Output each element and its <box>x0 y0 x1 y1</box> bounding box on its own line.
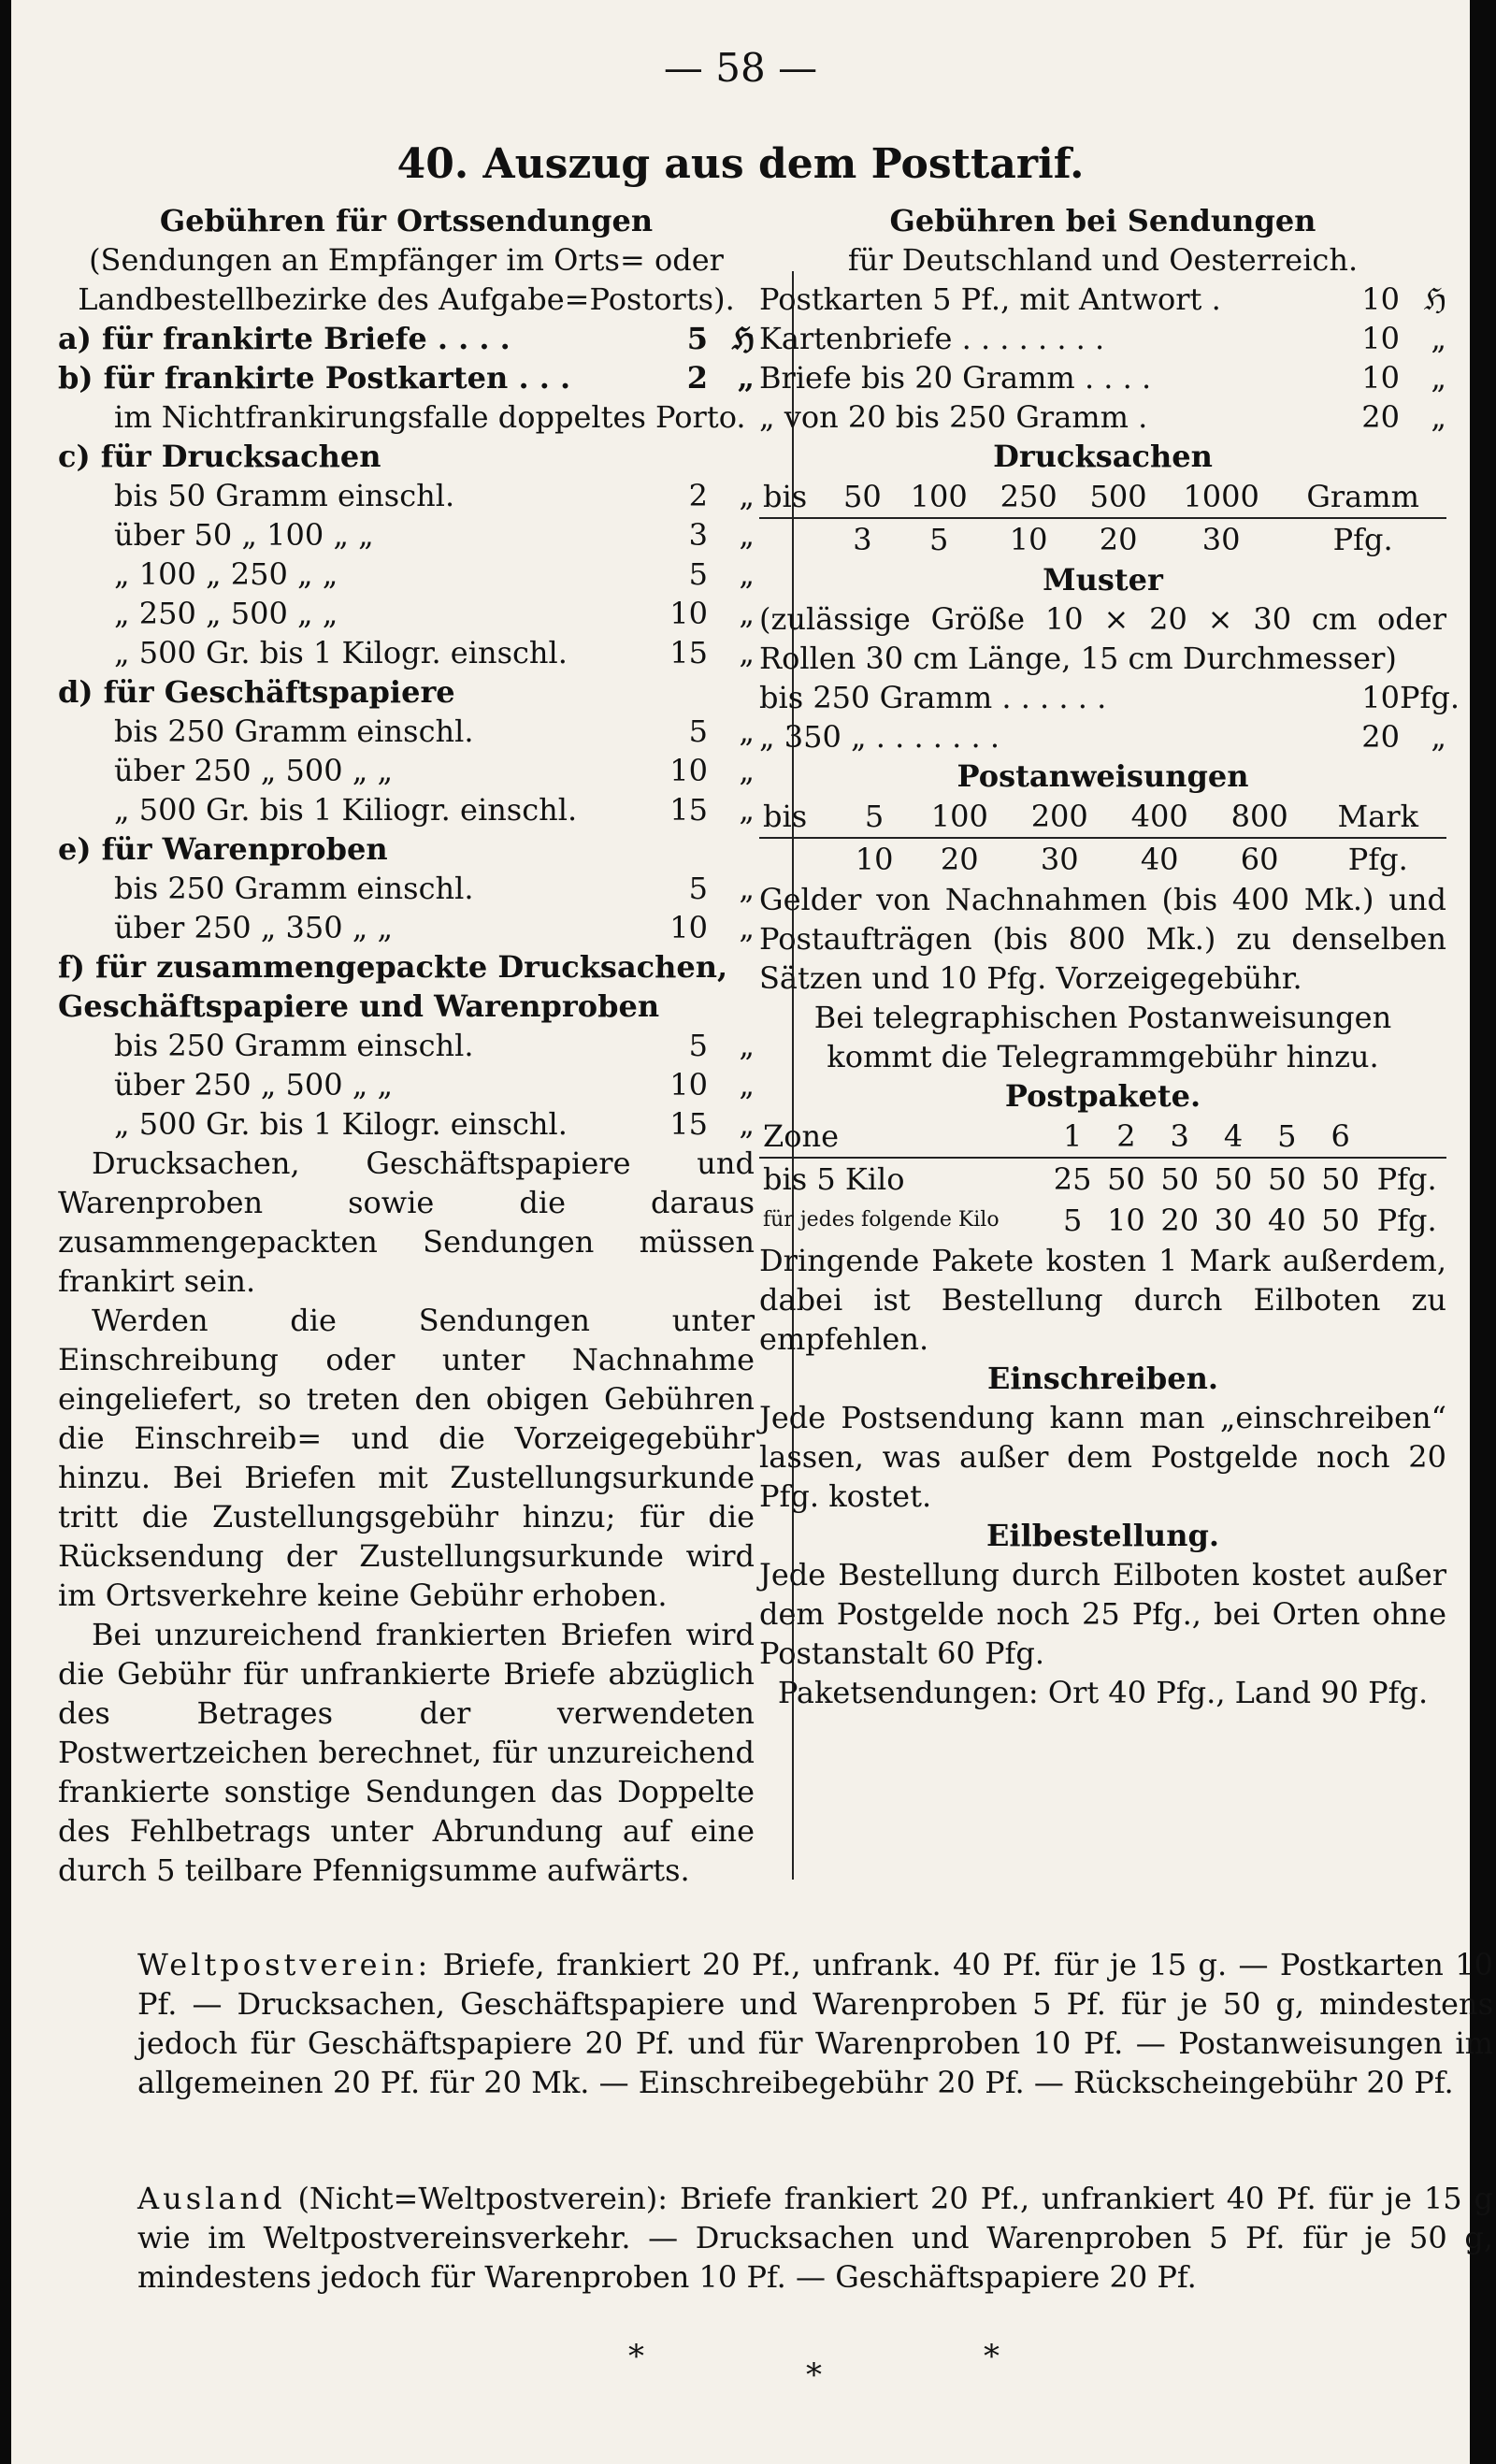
table-cell: bis 5 Kilo <box>763 1161 905 1197</box>
rate-unit: „ <box>739 910 755 945</box>
rate-label: Briefe bis 20 Gramm . . . . <box>759 360 1152 396</box>
table-cell: 5 <box>1062 1203 1083 1238</box>
table-cell: 10 <box>855 842 894 877</box>
section-heading-c: c) für Drucksachen <box>58 439 381 474</box>
rate-unit: „ <box>1431 719 1446 755</box>
rate-unit: „ <box>739 478 755 513</box>
rate-list-e <box>58 869 755 947</box>
rate-row <box>759 678 1460 717</box>
rate-price: 5 <box>688 713 708 749</box>
table-cell: 3 <box>853 522 872 557</box>
table-cell: 50 <box>1107 1161 1145 1197</box>
rate-label: über 250 „ 350 „ „ <box>114 910 394 945</box>
rate-label: „ 350 „ . . . . . . . <box>759 719 1000 755</box>
rate-unit: „ <box>1431 360 1446 396</box>
rate-price: 10 <box>669 753 708 788</box>
table-cell: 25 <box>1053 1161 1092 1197</box>
table-cell: 40 <box>1140 842 1179 877</box>
postpakete-note: Dringende Pakete kosten 1 Mark außerdem, dabei ist Bestellung durch Eilboten zu empfehlen. <box>759 1243 1446 1357</box>
rate-price: 15 <box>669 635 708 670</box>
rate-row <box>759 397 1446 437</box>
table-cell: 50 <box>1214 1161 1253 1197</box>
table-cell <box>1367 1116 1446 1158</box>
rate-unit: ℌ <box>731 321 755 356</box>
table-cell: 20 <box>1099 522 1138 557</box>
rate-label: „ von 20 bis 250 Gramm . <box>759 399 1148 435</box>
table-cell: 50 <box>1160 1161 1200 1197</box>
table-cell: 50 <box>1267 1161 1306 1197</box>
rate-row-b <box>58 358 755 397</box>
rate-label: bis 250 Gramm . . . . . . <box>759 680 1107 715</box>
table-cell: 2 <box>1100 1116 1153 1158</box>
rate-row <box>58 1026 755 1065</box>
paragraph: Bei unzureichend frankierten Briefen wird die Gebühr für unfrankierte Briefe abzüglich des Betrages der verwendeten Postwertzeichen berechnet, für unzureichend frankierte sonstige Sendungen das Doppelte des Fehlbetrags unter Abrundung auf eine durch 5 teilbare Pfennigsumme aufwärts. <box>58 1617 755 1888</box>
star: * <box>628 2338 644 2375</box>
rate-label: Kartenbriefe . . . . . . . . <box>759 321 1105 356</box>
rate-row <box>759 319 1446 358</box>
postanweisungen-note-telegraph: Bei telegraphischen Postanweisungen kommt die Telegrammgebühr hinzu. <box>813 1000 1392 1074</box>
table-cell: 50 <box>831 476 895 518</box>
table-cell: 1000 <box>1163 476 1279 518</box>
rate-list-main <box>759 280 1446 437</box>
paragraph: Drucksachen, Geschäftspapiere und Warenproben sowie die daraus zusammengepackten Sendungen müssen frankirt sein. <box>58 1146 755 1299</box>
table-cell: 500 <box>1073 476 1163 518</box>
table-row <box>759 1158 1446 1200</box>
right-heading: Gebühren bei Sendungen <box>889 203 1316 238</box>
table-row <box>759 838 1446 880</box>
table-cell: 5 <box>839 796 909 838</box>
rate-label: bis 250 Gramm einschl. <box>114 713 474 749</box>
muster-note: (zulässige Größe 10 × 20 × 30 cm oder Rollen 30 cm Länge, 15 cm Durchmesser) <box>759 601 1446 676</box>
table-cell: bis <box>759 476 831 518</box>
table-cell: 30 <box>1201 522 1241 557</box>
table-cell <box>759 518 831 560</box>
section-heading-postanweisungen: Postanweisungen <box>957 758 1249 794</box>
section-heading-e: e) für Warenproben <box>58 831 388 867</box>
rate-label: a) für frankirte Briefe . . . . <box>58 321 511 356</box>
rate-price: 5 <box>688 1028 708 1063</box>
table-cell: Pfg. <box>1376 1203 1437 1238</box>
rate-price: 20 <box>1361 719 1400 755</box>
rate-list-d <box>58 712 755 829</box>
table-cell: 400 <box>1110 796 1210 838</box>
rate-row-a <box>58 319 755 358</box>
rate-label: „ 500 Gr. bis 1 Kiliogr. einschl. <box>114 792 578 828</box>
rate-price: 5 <box>688 871 708 906</box>
rate-row <box>58 1104 755 1144</box>
table-cell: 4 <box>1206 1116 1259 1158</box>
section-heading-eilbestellung: Eilbestellung. <box>986 1518 1219 1553</box>
rate-row <box>58 790 755 829</box>
rate-price: 15 <box>669 1106 708 1142</box>
table-cell: 40 <box>1267 1203 1306 1238</box>
rate-row <box>58 1065 755 1104</box>
table-cell: 20 <box>940 842 979 877</box>
section-heading-muster: Muster <box>1043 562 1163 598</box>
star: * <box>984 2338 1000 2375</box>
table-cell: Pfg. <box>1376 1161 1437 1197</box>
table-cell: 60 <box>1240 842 1279 877</box>
rate-unit: „ <box>739 556 755 592</box>
rate-label: bis 250 Gramm einschl. <box>114 1028 474 1063</box>
rate-unit: „ <box>739 792 755 828</box>
table-header-row <box>759 476 1446 518</box>
rate-unit: ℌ <box>1423 281 1446 317</box>
table-cell: 5 <box>929 522 949 557</box>
rate-unit: „ <box>739 713 755 749</box>
rate-list-muster <box>759 678 1460 756</box>
ausland-text: (Nicht=Weltpostverein): Briefe frankiert 20 Pf., unfrankiert 40 Pf. für je 15 g wie im Weltpostvereinsverkehr. — Drucksachen und Warenproben 5 Pf. für je 50 g, mindestens jedoch für Warenproben 10 Pf. — Geschäftspapiere 20 Pf. <box>137 2181 1494 2295</box>
rate-row <box>58 908 755 947</box>
rate-unit: „ <box>739 517 755 553</box>
section-heading-postpakete: Postpakete. <box>1004 1078 1201 1114</box>
paketsendungen-text: Paketsendungen: Ort 40 Pfg., Land 90 Pfg. <box>777 1675 1429 1710</box>
ausland-section <box>137 2179 1493 2297</box>
table-cell: 30 <box>1040 842 1079 877</box>
section-heading-f: f) für zusammengepackte Drucksachen, Geschäftspapiere und Warenproben <box>58 949 728 1024</box>
rate-row <box>58 869 755 908</box>
rate-unit: „ <box>1431 399 1446 435</box>
table-cell: 10 <box>1009 522 1048 557</box>
rate-unit: „ <box>1431 321 1446 356</box>
drucksachen-table <box>759 476 1446 560</box>
section-heading-einschreiben: Einschreiben. <box>986 1361 1219 1396</box>
table-cell: 50 <box>1321 1161 1359 1197</box>
rate-row <box>58 555 755 594</box>
page-number: — 58 — <box>663 45 818 91</box>
table-cell: 100 <box>894 476 984 518</box>
rate-row <box>58 515 755 555</box>
rate-label: über 250 „ 500 „ „ <box>114 753 394 788</box>
rate-label: „ 100 „ 250 „ „ <box>114 556 338 592</box>
rate-unit: „ <box>737 360 755 396</box>
rate-unit: „ <box>739 635 755 670</box>
left-intro: (Sendungen an Empfänger im Orts= oder Landbestellbezirke des Aufgabe=Postorts). <box>78 242 735 317</box>
table-header-row <box>759 796 1446 838</box>
table-cell: 250 <box>984 476 1073 518</box>
table-cell: 30 <box>1214 1203 1253 1238</box>
table-cell: 3 <box>1153 1116 1206 1158</box>
rate-unit: „ <box>739 1067 755 1102</box>
right-subheading: für Deutschland und Oesterreich. <box>847 242 1359 278</box>
rate-price: 10 <box>669 1067 708 1102</box>
rate-price: 10 <box>1361 680 1400 715</box>
rate-unit: „ <box>739 596 755 631</box>
rate-price: 20 <box>1361 399 1400 435</box>
rate-unit: Pfg. <box>1400 680 1460 715</box>
table-cell: für jedes folgende Kilo <box>763 1208 1000 1232</box>
rate-price: 10 <box>1361 281 1400 317</box>
rate-price: 2 <box>688 478 708 513</box>
table-cell: Pfg. <box>1347 842 1408 877</box>
table-cell: 6 <box>1314 1116 1367 1158</box>
rate-unit: „ <box>739 1106 755 1142</box>
table-cell: 200 <box>1010 796 1110 838</box>
left-column <box>58 201 755 1890</box>
rate-list-c <box>58 476 755 672</box>
rate-row <box>759 280 1446 319</box>
rate-unit: „ <box>739 753 755 788</box>
table-cell: Pfg. <box>1332 522 1393 557</box>
postanweisungen-table <box>759 796 1446 880</box>
rate-row <box>58 751 755 790</box>
rate-label: bis 50 Gramm einschl. <box>114 478 455 513</box>
weltpostverein-label: Weltpostverein: <box>137 1947 432 1982</box>
paragraph: Werden die Sendungen unter Einschreibung oder unter Nachnahme eingeliefert, so treten den obigen Gebühren die Einschreib= und die Vorzeigegebühr hinzu. Bei Briefen mit Zustellungsurkunde tritt die Zustellungsgebühr hinzu; für die Rücksendung der Zustellungsurkunde wird im Ortsverkehre keine Gebühr erhoben. <box>58 1303 755 1613</box>
table-cell: 50 <box>1321 1203 1359 1238</box>
rate-label: Postkarten 5 Pf., mit Antwort . <box>759 281 1221 317</box>
rate-row <box>58 712 755 751</box>
rate-label: bis 250 Gramm einschl. <box>114 871 474 906</box>
rate-label: über 250 „ 500 „ „ <box>114 1067 394 1102</box>
rate-unit: „ <box>739 1028 755 1063</box>
rate-row <box>58 476 755 515</box>
eilbestellung-text: Jede Bestellung durch Eilboten kostet außer dem Postgelde noch 25 Pfg., bei Orten ohne Postanstalt 60 Pfg. <box>759 1557 1446 1671</box>
rate-label: über 50 „ 100 „ „ <box>114 517 374 553</box>
rate-label: „ 500 Gr. bis 1 Kilogr. einschl. <box>114 635 568 670</box>
rate-unit: „ <box>739 871 755 906</box>
table-cell: Zone <box>759 1116 1045 1158</box>
star: * <box>806 2356 822 2394</box>
table-cell: 5 <box>1260 1116 1314 1158</box>
rate-row <box>58 633 755 672</box>
rate-price: 5 <box>688 556 708 592</box>
rate-label: b) für frankirte Postkarten . . . <box>58 360 571 396</box>
rate-note: im Nichtfrankirungsfalle doppeltes Porto. <box>114 399 746 435</box>
rate-price: 3 <box>688 517 708 553</box>
table-cell <box>759 838 839 880</box>
rate-row <box>759 358 1446 397</box>
table-cell: 100 <box>910 796 1010 838</box>
einschreiben-text: Jede Postsendung kann man „einschreiben“ lassen, was außer dem Postgelde noch 20 Pfg. kostet. <box>759 1400 1446 1514</box>
right-column <box>759 201 1460 1712</box>
section-heading-d: d) für Geschäftspapiere <box>58 674 455 710</box>
rate-label: „ 500 Gr. bis 1 Kilogr. einschl. <box>114 1106 568 1142</box>
table-cell: 800 <box>1210 796 1310 838</box>
section-heading-drucksachen: Drucksachen <box>993 439 1213 474</box>
ausland-label: Ausland <box>137 2181 286 2216</box>
table-cell: 10 <box>1107 1203 1145 1238</box>
rate-row <box>759 717 1446 756</box>
rate-price: 2 <box>686 360 708 396</box>
left-heading: Gebühren für Ortssendungen <box>159 203 654 238</box>
rate-price: 5 <box>686 321 708 356</box>
weltpostverein-section <box>137 1945 1493 2102</box>
rate-row <box>58 594 755 633</box>
rate-price: 15 <box>669 792 708 828</box>
table-cell: 1 <box>1045 1116 1099 1158</box>
rate-price: 10 <box>1361 321 1400 356</box>
page <box>11 0 1494 2464</box>
table-cell: bis <box>759 796 839 838</box>
table-cell: 20 <box>1160 1203 1200 1238</box>
weltpostverein-text: Briefe, frankiert 20 Pf., unfrank. 40 Pf. für je 15 g. — Postkarten 10 Pf. — Drucksachen, Geschäftspapiere und Warenproben 5 Pf. für je 50 g, mindestens jedoch für Geschäftspapiere 20 Pf. und für Warenproben 10 Pf. — Postanweisungen im allgemeinen 20 Pf. für 20 Mk. — Einschreibegebühr 20 Pf. — Rückscheingebühr 20 Pf. <box>137 1947 1494 2100</box>
table-header-row <box>759 1116 1446 1158</box>
table-row <box>759 1200 1446 1241</box>
postpakete-table <box>759 1116 1446 1241</box>
rate-list-f <box>58 1026 755 1144</box>
rate-price: 10 <box>669 596 708 631</box>
rate-price: 10 <box>669 910 708 945</box>
table-cell: Mark <box>1310 796 1446 838</box>
rate-price: 10 <box>1361 360 1400 396</box>
postanweisungen-note: Gelder von Nachnahmen (bis 400 Mk.) und Postaufträgen (bis 800 Mk.) zu denselben Sätzen und 10 Pfg. Vorzeigegebühr. <box>759 882 1446 996</box>
table-cell: Gramm <box>1279 476 1446 518</box>
table-row <box>759 518 1446 560</box>
rate-label: „ 250 „ 500 „ „ <box>114 596 338 631</box>
page-title: 40. Auszug aus dem Posttarif. <box>396 140 1085 188</box>
